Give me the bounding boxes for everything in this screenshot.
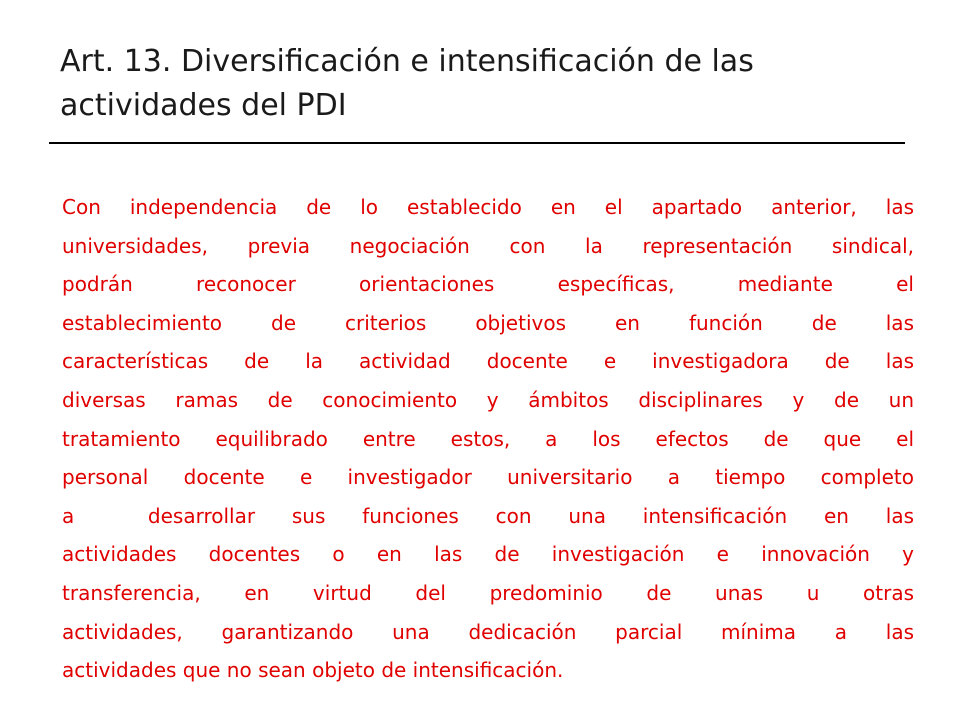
body-line-5: características de la actividad docente e investigadora de las	[62, 349, 914, 374]
body-line-11: transferencia, en virtud del predominio de unas u otras	[62, 580, 914, 605]
body-line-4: establecimiento de criterios objetivos en función de las	[62, 310, 914, 335]
body-line-10: actividades docentes o en las de investigación e innovación y	[62, 542, 914, 567]
body-line-2: universidades, previa negociación con la representación sindical,	[62, 233, 914, 258]
title-line-1: Art. 13. Diversificación e intensificación de las	[60, 44, 754, 79]
body-line-9: a desarrollar sus funciones con una intensificación en las	[62, 503, 914, 528]
body-line-1: Con independencia de lo establecido en el apartado anterior, las	[62, 195, 914, 219]
article-body	[62, 188, 914, 690]
title-line-2: actividades del PDI	[60, 88, 347, 123]
body-line-13: actividades que no sean objeto de intensificación.	[62, 658, 564, 683]
body-line-12: actividades, garantizando una dedicación parcial mínima a las	[62, 619, 914, 644]
body-line-3: podrán reconocer orientaciones específicas, mediante el	[62, 272, 914, 297]
slide-title	[60, 40, 900, 128]
body-line-8: personal docente e investigador universitario a tiempo completo	[62, 465, 914, 490]
title-divider	[49, 142, 905, 144]
body-line-6: diversas ramas de conocimiento y ámbitos disciplinares y de un	[62, 387, 914, 412]
body-line-7: tratamiento equilibrado entre estos, a los efectos de que el	[62, 426, 914, 451]
